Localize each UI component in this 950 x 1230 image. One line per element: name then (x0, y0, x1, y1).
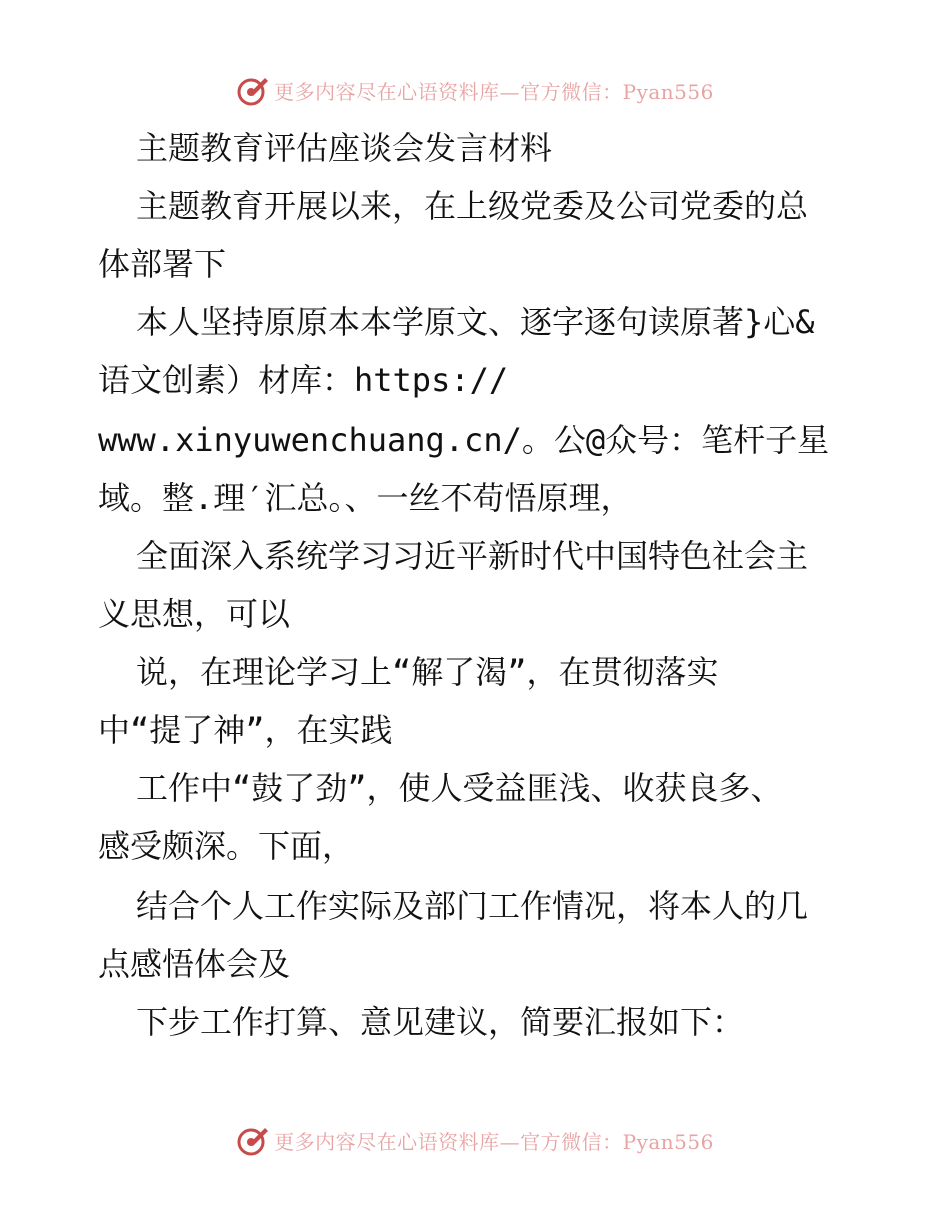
paragraph-line: 体部署下 (98, 245, 227, 283)
paragraph-line: 义思想，可以 (98, 595, 291, 633)
footer-watermark-banner (0, 1120, 950, 1160)
paragraph-line: 域。整.理′汇总。、一丝不苟悟原理， (98, 479, 633, 517)
pen-circle-logo-icon (236, 1123, 270, 1157)
paragraph-line: 下步工作打算、意见建议，简要汇报如下： (136, 1003, 745, 1041)
header-watermark-banner (0, 70, 950, 110)
footer-watermark-text: 更多内容尽在心语资料库—官方微信：Pyan556 (274, 1129, 714, 1154)
paragraph-line: 感受颇深。下面， (98, 827, 355, 865)
paragraph-line: 中“提了神”，在实践 (98, 711, 393, 749)
paragraph-line: 本人坚持原原本本学原文、逐字逐句读原著}心& (136, 303, 815, 341)
header-watermark-text: 更多内容尽在心语资料库—官方微信：Pyan556 (274, 79, 714, 104)
paragraph-line: 点感悟体会及 (98, 945, 291, 983)
paragraph-line: 全面深入系统学习习近平新时代中国特色社会主 (136, 537, 809, 575)
paragraph-line: 语文创素）材库：https:// (98, 361, 509, 399)
document-title: 主题教育评估座谈会发言材料 (136, 129, 553, 167)
pen-circle-logo-icon (236, 73, 270, 107)
paragraph-line: www.xinyuwenchuang.cn/。公@众号：笔杆子星 (98, 421, 830, 459)
paragraph-line: 结合个人工作实际及部门工作情况，将本人的几 (136, 887, 809, 925)
paragraph-line: 说，在理论学习上“解了渴”，在贯彻落实 (136, 653, 719, 691)
paragraph-line: 主题教育开展以来，在上级党委及公司党委的总 (136, 187, 809, 225)
paragraph-line: 工作中“鼓了劲”，使人受益匪浅、收获良多、 (136, 769, 783, 807)
